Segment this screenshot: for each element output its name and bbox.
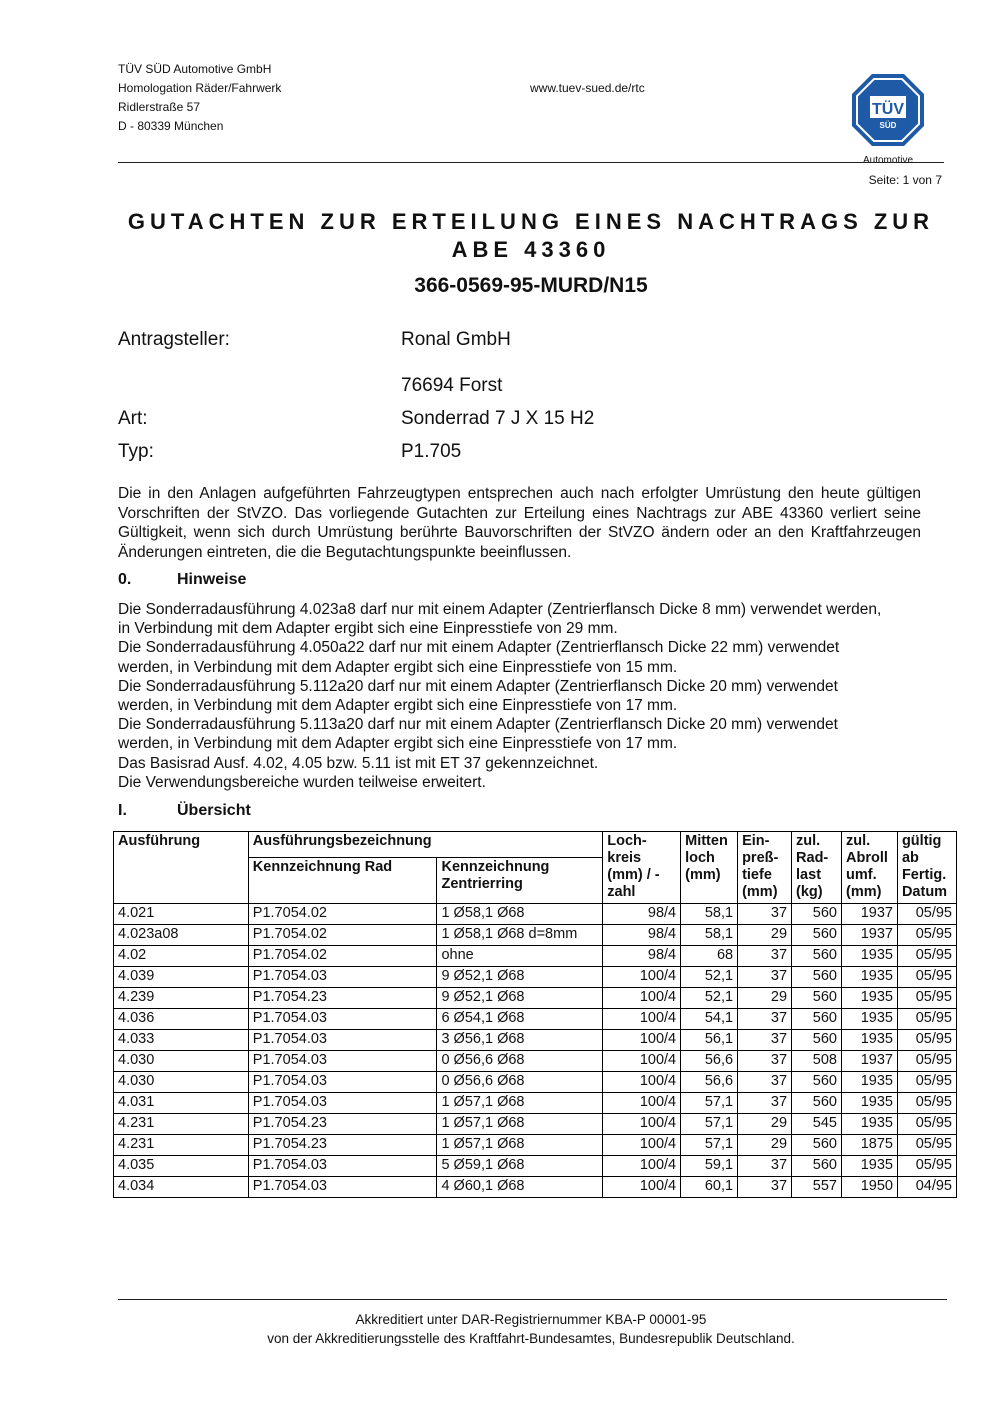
logo-caption: Automotive [862,155,914,166]
cell-lochkreis: 100/4 [603,988,681,1009]
website-link[interactable]: www.tuev-sued.de/rtc [530,81,645,95]
cell-lochkreis: 100/4 [603,1051,681,1072]
cell-radlast: 560 [792,925,842,946]
cell-abrollumfang: 1937 [841,904,897,925]
cell-abrollumfang: 1935 [841,1156,897,1177]
cell-kennzeichnung-ring: 5 Ø59,1 Ø68 [437,1156,603,1177]
cell-kennzeichnung-rad: P1.7054.03 [248,1156,437,1177]
cell-gueltig: 05/95 [897,946,956,967]
cell-gueltig: 05/95 [897,967,956,988]
cell-lochkreis: 100/4 [603,1114,681,1135]
cell-gueltig: 05/95 [897,988,956,1009]
street: Ridlerstraße 57 [118,100,201,114]
cell-ausfuehrung: 4.033 [114,1030,249,1051]
cell-einpresstiefe: 37 [738,1030,792,1051]
cell-kennzeichnung-rad: P1.7054.03 [248,1093,437,1114]
table-body [114,904,957,1198]
cell-radlast: 560 [792,1072,842,1093]
cell-abrollumfang: 1950 [841,1177,897,1198]
page-number: Seite: 1 von 7 [868,173,942,187]
section-0-title: Hinweise [177,571,247,588]
cell-kennzeichnung-rad: P1.7054.03 [248,967,437,988]
cell-radlast: 560 [792,967,842,988]
cell-kennzeichnung-ring: 9 Ø52,1 Ø68 [437,967,603,988]
cell-mittenloch: 58,1 [681,925,738,946]
cell-radlast: 560 [792,904,842,925]
overview-table [113,831,957,1198]
cell-abrollumfang: 1935 [841,967,897,988]
cell-abrollumfang: 1937 [841,925,897,946]
note-line: Die Sonderradausführung 4.050a22 darf nur mit einem Adapter (Zentrierflansch Dicke 22 mm) verwendet [118,639,840,657]
document-title [118,208,944,264]
cell-abrollumfang: 1935 [841,1009,897,1030]
art-label: Art: [118,408,148,429]
cell-ausfuehrung: 4.031 [114,1093,249,1114]
cell-gueltig: 05/95 [897,925,956,946]
table-header-row [114,832,957,858]
col-abrollumfang: zul. Abroll umf. (mm) [841,832,897,904]
table-row [114,1030,957,1051]
applicant-city: 76694 Forst [401,375,503,396]
cell-ausfuehrung: 4.030 [114,1051,249,1072]
col-einpresstiefe: Ein-preß-tiefe (mm) [738,832,792,904]
cell-lochkreis: 100/4 [603,1072,681,1093]
cell-kennzeichnung-rad: P1.7054.03 [248,1030,437,1051]
cell-ausfuehrung: 4.034 [114,1177,249,1198]
section-0-notes [118,600,948,792]
cell-gueltig: 05/95 [897,1030,956,1051]
cell-ausfuehrung: 4.02 [114,946,249,967]
cell-abrollumfang: 1935 [841,1030,897,1051]
cell-mittenloch: 52,1 [681,967,738,988]
cell-einpresstiefe: 37 [738,1177,792,1198]
cell-radlast: 557 [792,1177,842,1198]
col-mittenloch: Mitten loch (mm) [681,832,738,904]
cell-ausfuehrung: 4.039 [114,967,249,988]
table-row [114,1135,957,1156]
table-row [114,904,957,925]
cell-einpresstiefe: 29 [738,925,792,946]
note-line: Die Sonderradausführung 4.023a8 darf nur mit einem Adapter (Zentrierflansch Dicke 8 mm) verwendet werden, [118,601,882,618]
note-line: Die Sonderradausführung 5.113a20 darf nur mit einem Adapter (Zentrierflansch Dicke 20 mm) verwendet [118,716,838,734]
cell-einpresstiefe: 37 [738,904,792,925]
col-kennzeichnung-rad: Kennzeichnung Rad [248,857,437,903]
cell-abrollumfang: 1935 [841,1114,897,1135]
cell-mittenloch: 58,1 [681,904,738,925]
col-ausfuehrung: Ausführung [114,832,249,904]
table-row [114,1009,957,1030]
col-bezeichnung: Ausführungsbezeichnung [248,832,602,858]
cell-lochkreis: 98/4 [603,904,681,925]
cell-radlast: 560 [792,1135,842,1156]
cell-kennzeichnung-rad: P1.7054.23 [248,988,437,1009]
note-line: in Verbindung mit dem Adapter ergibt sich eine Einpresstiefe von 29 mm. [118,620,618,638]
tuev-octagon-icon [848,70,928,150]
cell-ausfuehrung: 4.231 [114,1135,249,1156]
note-line: werden, in Verbindung mit dem Adapter ergibt sich eine Einpresstiefe von 17 mm. [118,697,678,715]
cell-kennzeichnung-rad: P1.7054.03 [248,1009,437,1030]
footer-line-1: Akkreditiert unter DAR-Registriernummer KBA-P 00001-95 [355,1312,707,1327]
table-row [114,1093,957,1114]
title-line-1: GUTACHTEN ZUR ERTEILUNG EINES NACHTRAGS ZUR [127,209,935,234]
cell-einpresstiefe: 37 [738,1093,792,1114]
cell-einpresstiefe: 29 [738,1135,792,1156]
cell-kennzeichnung-rad: P1.7054.03 [248,1177,437,1198]
cell-lochkreis: 100/4 [603,1156,681,1177]
col-kennzeichnung-ring: Kennzeichnung Zentrierring [437,857,603,903]
cell-abrollumfang: 1875 [841,1135,897,1156]
cell-ausfuehrung: 4.036 [114,1009,249,1030]
note-line: Das Basisrad Ausf. 4.02, 4.05 bzw. 5.11 ist mit ET 37 gekennzeichnet. [118,754,599,772]
table-row [114,925,957,946]
cell-kennzeichnung-ring: 1 Ø58,1 Ø68 [437,904,603,925]
note-line: werden, in Verbindung mit dem Adapter ergibt sich eine Einpresstiefe von 15 mm. [118,658,678,676]
cell-lochkreis: 100/4 [603,1135,681,1156]
logo-text-bottom: SÜD [879,121,897,130]
cell-radlast: 560 [792,1030,842,1051]
cell-kennzeichnung-ring: 6 Ø54,1 Ø68 [437,1009,603,1030]
cell-gueltig: 05/95 [897,1093,956,1114]
footer-line-2: von der Akkreditierungsstelle des Kraftfahrt-Bundesamtes, Bundesrepublik Deutschland. [267,1331,795,1346]
cell-mittenloch: 68 [681,946,738,967]
cell-einpresstiefe: 37 [738,946,792,967]
cell-kennzeichnung-rad: P1.7054.02 [248,904,437,925]
col-radlast: zul. Rad-last (kg) [792,832,842,904]
cell-gueltig: 04/95 [897,1177,956,1198]
cell-abrollumfang: 1935 [841,988,897,1009]
cell-kennzeichnung-ring: 0 Ø56,6 Ø68 [437,1051,603,1072]
cell-kennzeichnung-rad: P1.7054.02 [248,946,437,967]
cell-kennzeichnung-rad: P1.7054.02 [248,925,437,946]
table-row [114,946,957,967]
cell-mittenloch: 52,1 [681,988,738,1009]
cell-radlast: 560 [792,988,842,1009]
cell-einpresstiefe: 37 [738,1072,792,1093]
cell-radlast: 560 [792,1093,842,1114]
cell-kennzeichnung-ring: 1 Ø57,1 Ø68 [437,1093,603,1114]
cell-ausfuehrung: 4.021 [114,904,249,925]
cell-kennzeichnung-ring: 3 Ø56,1 Ø68 [437,1030,603,1051]
cell-einpresstiefe: 37 [738,967,792,988]
cell-kennzeichnung-ring: 4 Ø60,1 Ø68 [437,1177,603,1198]
cell-mittenloch: 59,1 [681,1156,738,1177]
table-row [114,1177,957,1198]
cell-gueltig: 05/95 [897,904,956,925]
col-lochkreis: Loch-kreis (mm) / -zahl [603,832,681,904]
art-value: Sonderrad 7 J X 15 H2 [401,408,595,429]
cell-lochkreis: 100/4 [603,1030,681,1051]
cell-gueltig: 05/95 [897,1009,956,1030]
cell-radlast: 545 [792,1114,842,1135]
cell-gueltig: 05/95 [897,1135,956,1156]
cell-mittenloch: 56,6 [681,1072,738,1093]
footer [118,1310,944,1348]
cell-mittenloch: 57,1 [681,1135,738,1156]
table-row [114,1156,957,1177]
cell-einpresstiefe: 37 [738,1051,792,1072]
table-row [114,1072,957,1093]
cell-lochkreis: 100/4 [603,1009,681,1030]
typ-value: P1.705 [401,441,462,462]
note-line: Die Sonderradausführung 5.112a20 darf nur mit einem Adapter (Zentrierflansch Dicke 20 mm) verwendet [118,677,838,695]
cell-mittenloch: 54,1 [681,1009,738,1030]
cell-lochkreis: 98/4 [603,946,681,967]
cell-radlast: 508 [792,1051,842,1072]
cell-mittenloch: 56,6 [681,1051,738,1072]
cell-radlast: 560 [792,1009,842,1030]
cell-kennzeichnung-ring: 1 Ø58,1 Ø68 d=8mm [437,925,603,946]
note-line: werden, in Verbindung mit dem Adapter ergibt sich eine Einpresstiefe von 17 mm. [118,735,678,753]
cell-einpresstiefe: 29 [738,1114,792,1135]
section-1-title: Übersicht [177,802,251,819]
table-row [114,1051,957,1072]
cell-radlast: 560 [792,946,842,967]
cell-kennzeichnung-rad: P1.7054.23 [248,1135,437,1156]
report-number: 366-0569-95-MURD/N15 [414,274,648,297]
header-address [118,60,281,136]
cell-ausfuehrung: 4.023a08 [114,925,249,946]
cell-abrollumfang: 1937 [841,1051,897,1072]
cell-lochkreis: 98/4 [603,925,681,946]
department: Homologation Räder/Fahrwerk [118,81,282,95]
company-name: TÜV SÜD Automotive GmbH [118,62,272,76]
logo-text-top: TÜV [872,101,904,118]
cell-abrollumfang: 1935 [841,1093,897,1114]
applicant-label: Antragsteller: [118,329,230,350]
cell-einpresstiefe: 37 [738,1009,792,1030]
cell-einpresstiefe: 37 [738,1156,792,1177]
table-row [114,967,957,988]
cell-gueltig: 05/95 [897,1072,956,1093]
section-1-number: I. [118,802,127,819]
cell-kennzeichnung-rad: P1.7054.03 [248,1051,437,1072]
table-row [114,1114,957,1135]
cell-lochkreis: 100/4 [603,1093,681,1114]
cell-lochkreis: 100/4 [603,967,681,988]
cell-kennzeichnung-ring: 1 Ø57,1 Ø68 [437,1114,603,1135]
cell-mittenloch: 57,1 [681,1093,738,1114]
section-0-number: 0. [118,571,132,588]
intro-paragraph: Die in den Anlagen aufgeführten Fahrzeugtypen entsprechen auch nach erfolgter Umrüstung den heute gültigen Vorschriften der StVZO. Das vorliegende Gutachten zur Erteilung eines Nachtrags zur ABE 43360 verliert seine Gültigkeit, wenn sich durch Umrüstung berührte Bauvorschriften der StVZO ändern oder an den Kraftfahrzeugen Änderungen eintreten, die die Begutachtungspunkte beeinflussen. [118,485,921,561]
cell-mittenloch: 60,1 [681,1177,738,1198]
cell-gueltig: 05/95 [897,1156,956,1177]
typ-label: Typ: [118,441,154,462]
title-line-2: ABE 43360 [451,237,611,262]
cell-mittenloch: 57,1 [681,1114,738,1135]
cell-mittenloch: 56,1 [681,1030,738,1051]
cell-lochkreis: 100/4 [603,1177,681,1198]
cell-kennzeichnung-rad: P1.7054.23 [248,1114,437,1135]
cell-kennzeichnung-ring: 0 Ø56,6 Ø68 [437,1072,603,1093]
cell-kennzeichnung-ring: 1 Ø57,1 Ø68 [437,1135,603,1156]
cell-gueltig: 05/95 [897,1051,956,1072]
note-line: Die Verwendungsbereiche wurden teilweise erweitert. [118,773,486,791]
cell-kennzeichnung-ring: ohne [437,946,603,967]
cell-ausfuehrung: 4.030 [114,1072,249,1093]
cell-abrollumfang: 1935 [841,1072,897,1093]
cell-abrollumfang: 1935 [841,946,897,967]
applicant-name: Ronal GmbH [401,329,511,350]
tuev-sued-logo [848,70,928,166]
footer-divider [118,1299,947,1300]
table-row [114,988,957,1009]
cell-gueltig: 05/95 [897,1114,956,1135]
cell-ausfuehrung: 4.231 [114,1114,249,1135]
cell-einpresstiefe: 29 [738,988,792,1009]
cell-ausfuehrung: 4.035 [114,1156,249,1177]
col-gueltig: gültig ab Fertig. Datum [897,832,956,904]
cell-kennzeichnung-rad: P1.7054.03 [248,1072,437,1093]
city: D - 80339 München [118,119,224,133]
cell-ausfuehrung: 4.239 [114,988,249,1009]
cell-radlast: 560 [792,1156,842,1177]
header-divider [118,162,944,163]
cell-kennzeichnung-ring: 9 Ø52,1 Ø68 [437,988,603,1009]
